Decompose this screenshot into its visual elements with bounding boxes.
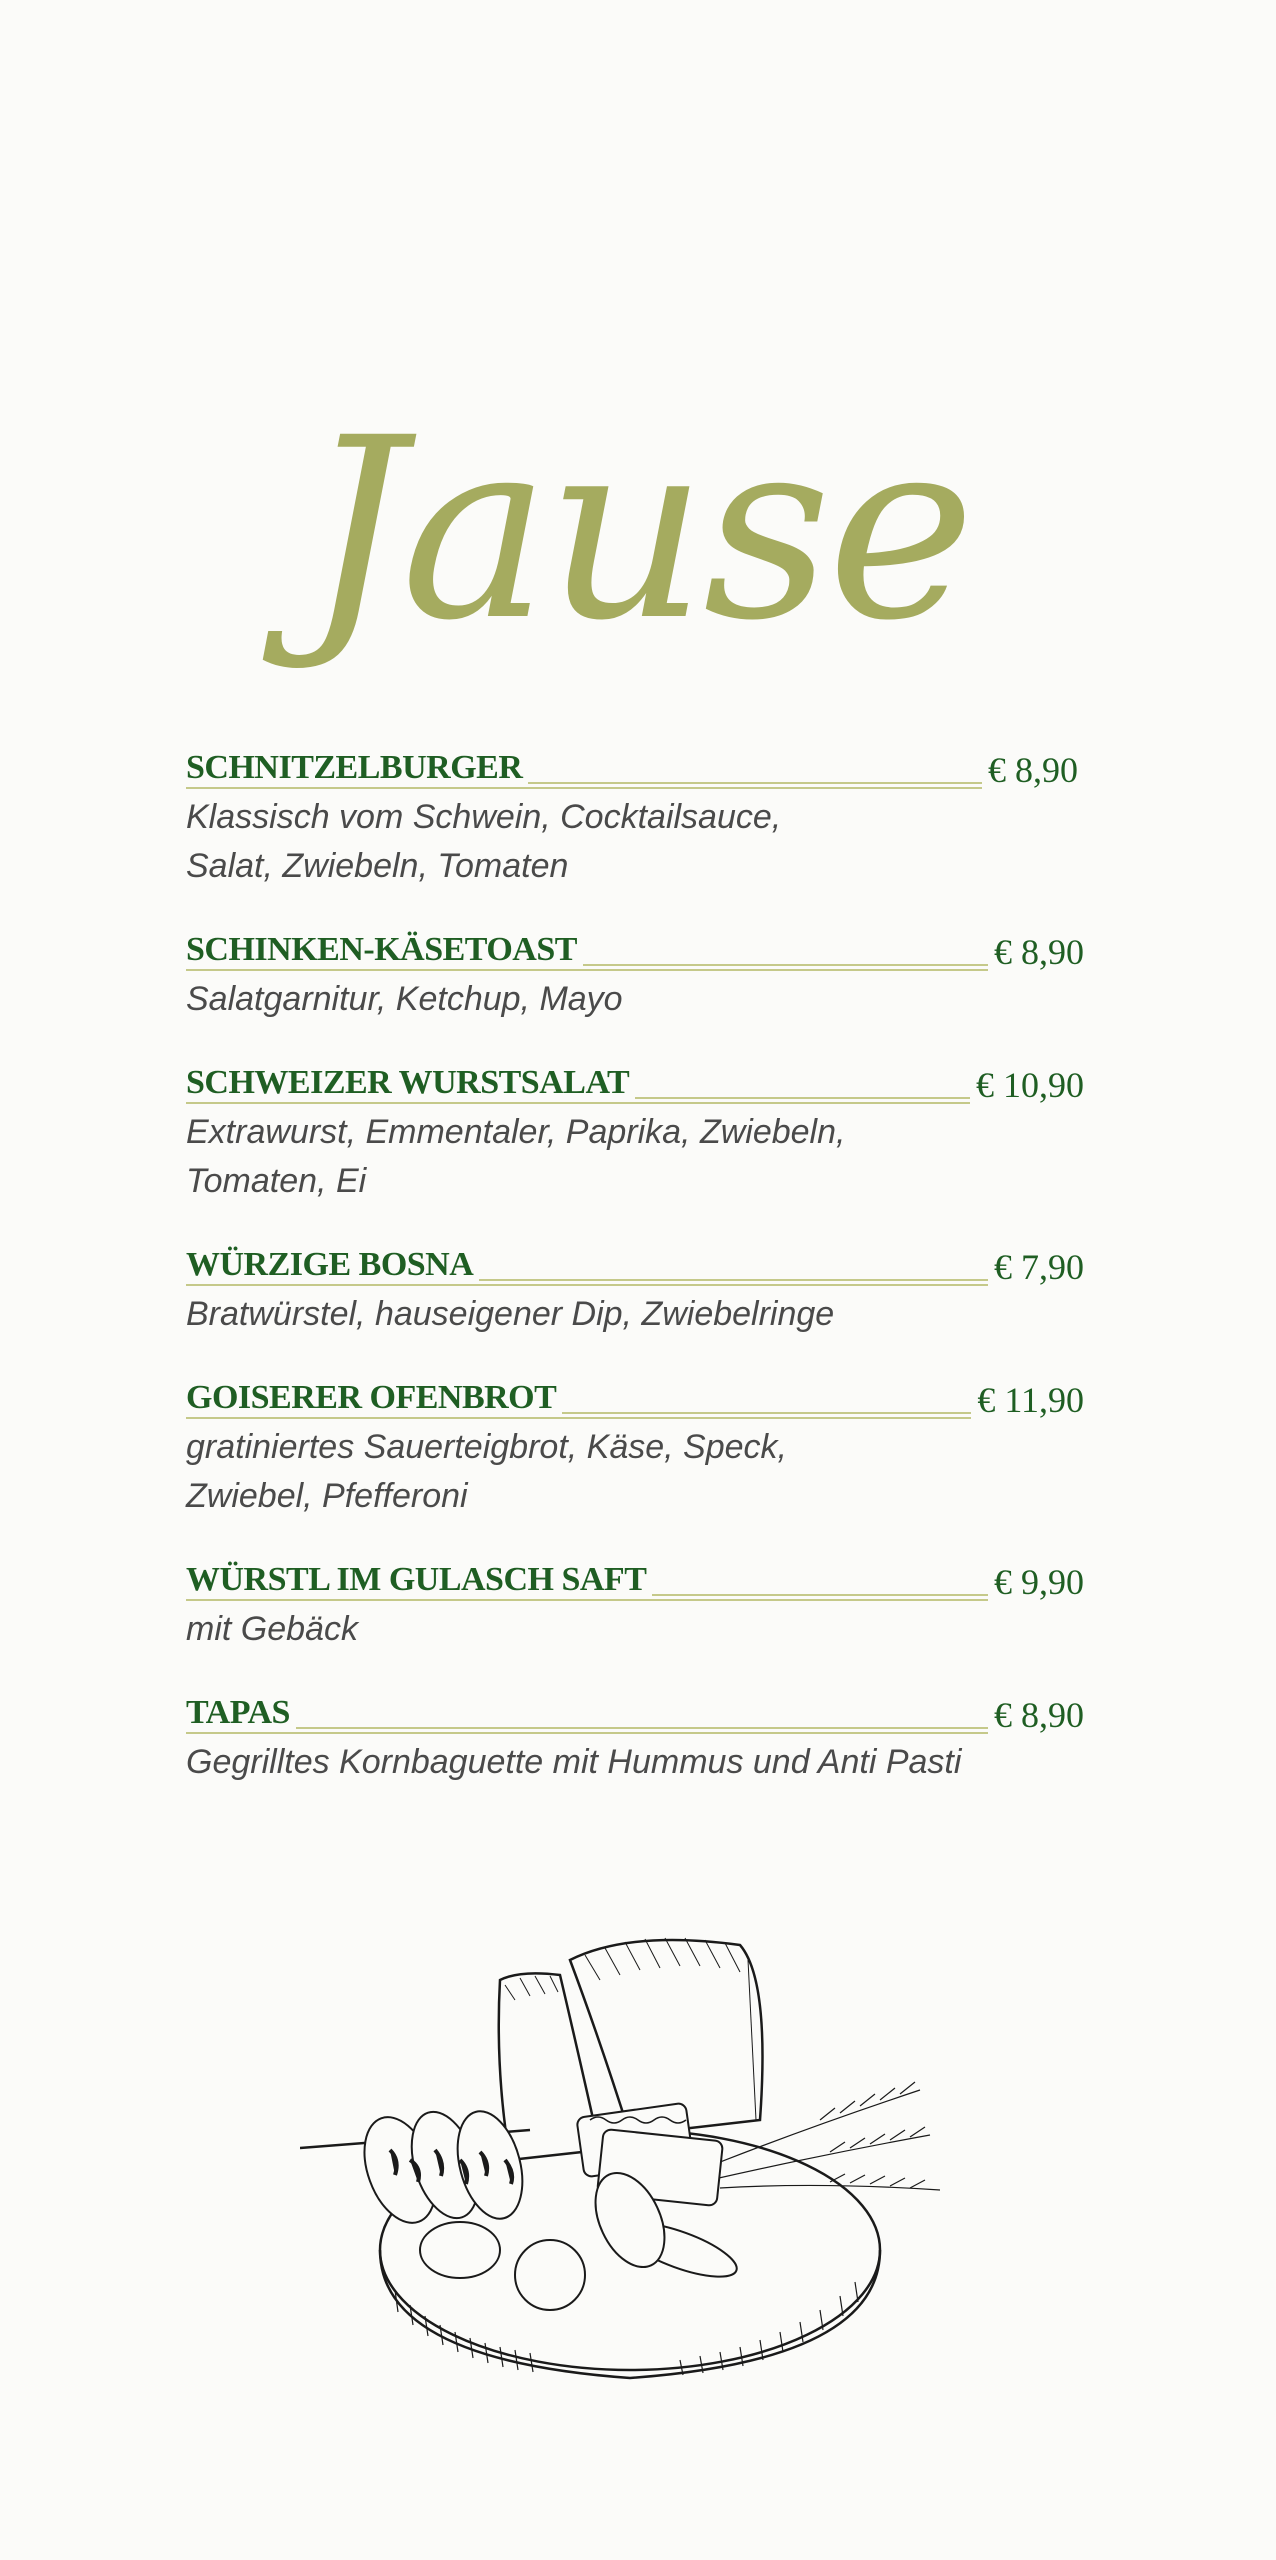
- item-description: gratiniertes Sauerteigbrot, Käse, Speck, Zwiebel, Pfefferoni: [186, 1428, 787, 1515]
- item-name: TAPAS: [186, 1694, 296, 1732]
- item-divider: [186, 1727, 1084, 1734]
- item-price: € 8,90: [988, 931, 1084, 973]
- item-price: € 9,90: [988, 1561, 1084, 1603]
- menu-item-header: [186, 1242, 1084, 1290]
- item-description: Extrawurst, Emmentaler, Paprika, Zwiebeln, Tomaten, Ei: [186, 1113, 846, 1200]
- menu-item-header: [186, 1375, 1084, 1423]
- menu-title: Jause: [304, 384, 972, 675]
- menu-item-header: [186, 1557, 1084, 1605]
- item-description: Bratwürstel, hauseigener Dip, Zwiebelringe: [186, 1295, 835, 1333]
- item-description: mit Gebäck: [186, 1610, 358, 1648]
- menu-item: [186, 1242, 1084, 1339]
- menu-item: [186, 1557, 1084, 1654]
- item-name: WÜRZIGE BOSNA: [186, 1246, 479, 1284]
- item-name: SCHWEIZER WURSTSALAT: [186, 1064, 635, 1102]
- cheese-board-illustration: [300, 1920, 980, 2420]
- item-name: SCHNITZELBURGER: [186, 749, 528, 787]
- menu-item: [186, 927, 1084, 1024]
- menu-item-header: [186, 745, 1084, 793]
- menu-item: [186, 1060, 1084, 1206]
- menu-item: [186, 1375, 1084, 1521]
- item-name: WÜRSTL IM GULASCH SAFT: [186, 1561, 652, 1599]
- item-name: GOISERER OFENBROT: [186, 1379, 562, 1417]
- menu-list: [186, 745, 1084, 1823]
- item-name: SCHINKEN-KÄSETOAST: [186, 931, 583, 969]
- item-price: € 10,90: [970, 1064, 1084, 1106]
- item-price: € 8,90: [988, 1694, 1084, 1736]
- menu-item: [186, 1690, 1084, 1787]
- item-price: € 11,90: [971, 1379, 1084, 1421]
- item-description: Klassisch vom Schwein, Cocktailsauce, Salat, Zwiebeln, Tomaten: [186, 798, 782, 885]
- menu-item-header: [186, 927, 1084, 975]
- item-price: € 8,90: [982, 749, 1078, 791]
- menu-item: [186, 745, 1084, 891]
- item-price: € 7,90: [988, 1246, 1084, 1288]
- item-description: Gegrilltes Kornbaguette mit Hummus und Anti Pasti: [186, 1743, 962, 1781]
- menu-item-header: [186, 1690, 1084, 1738]
- item-description: Salatgarnitur, Ketchup, Mayo: [186, 980, 623, 1018]
- menu-item-header: [186, 1060, 1084, 1108]
